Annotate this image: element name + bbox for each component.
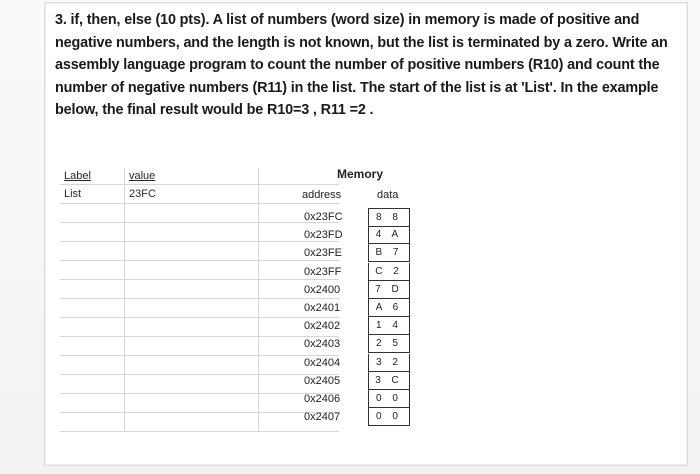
memory-data: 1 4 [368, 317, 410, 335]
document-sheet [44, 2, 688, 466]
memory-data: 0 0 [368, 390, 410, 408]
memory-data: 2 5 [368, 335, 410, 353]
data-header: data [377, 189, 399, 201]
memory-address: 0x2406 [304, 392, 341, 405]
memory-data: 3 C [368, 372, 410, 390]
memory-data: 3 2 [368, 354, 410, 372]
memory-data: 4 A [368, 226, 410, 244]
memory-address: 0x23FF [304, 265, 342, 278]
memory-address: 0x23FC [304, 211, 343, 223]
problem-line: assembly language program to count the number of positive numbers (R10) and count the [55, 57, 660, 73]
memory-row [295, 317, 425, 335]
memory-data: B 7 [368, 244, 410, 262]
memory-data: 0 0 [368, 408, 410, 426]
address-header: address [302, 189, 342, 201]
memory-title: Memory [336, 167, 383, 181]
memory-address: 0x2400 [304, 283, 341, 296]
memory-data: C 2 [368, 263, 410, 281]
memory-header [295, 189, 425, 205]
memory-row [295, 372, 425, 390]
memory-address: 0x2407 [304, 411, 341, 424]
memory-row [295, 390, 425, 408]
label-header: Label [60, 168, 125, 185]
memory-row [295, 263, 425, 281]
memory-data: 8 8 [368, 208, 410, 227]
memory-data: 7 D [368, 281, 410, 299]
value-header: value [125, 168, 259, 185]
memory-address: 0x23FD [304, 229, 343, 242]
memory-data: A 6 [368, 299, 410, 317]
memory-row [295, 335, 425, 353]
problem-line: number of negative numbers (R11) in the list. The start of the list is at 'List'. In the example [55, 79, 659, 96]
problem-statement [55, 9, 675, 122]
value-cell: 23FC [125, 185, 259, 204]
problem-line: negative numbers, and the length is not known, but the list is terminated by a zero. Write an [55, 34, 668, 51]
memory-address: 0x2401 [304, 301, 341, 314]
memory-row [295, 299, 425, 317]
problem-line: below, the final result would be R10=3 , R11 =2 . [55, 102, 374, 118]
memory-row [295, 244, 425, 262]
memory-row [295, 354, 425, 372]
memory-row [295, 226, 425, 244]
memory-row [295, 281, 425, 299]
memory-address: 0x2403 [304, 338, 341, 351]
memory-address: 0x2404 [304, 356, 341, 369]
memory-rows [295, 208, 425, 426]
memory-address: 0x2405 [304, 374, 341, 387]
label-cell: List [60, 185, 125, 204]
problem-line: 3. if, then, else (10 pts). A list of numbers (word size) in memory is made of positive and [55, 12, 640, 28]
memory-row [295, 408, 425, 426]
memory-row [295, 208, 425, 226]
memory-address: 0x2402 [304, 320, 341, 333]
memory-address: 0x23FE [304, 247, 342, 260]
